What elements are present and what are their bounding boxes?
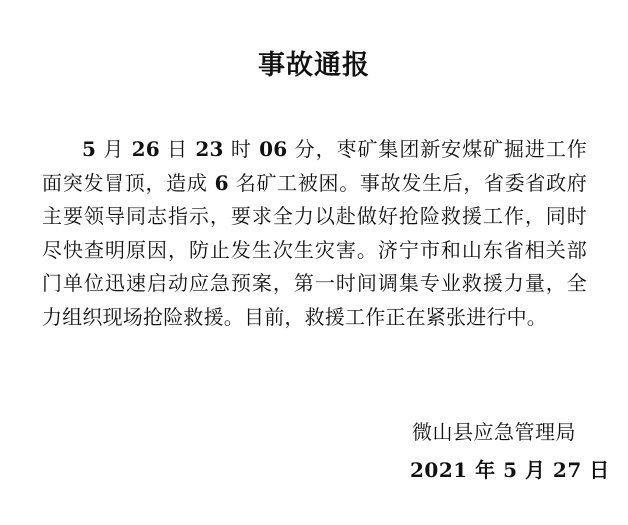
text-run: 时 — [223, 137, 260, 161]
text-run: 26 — [131, 137, 160, 161]
issue-date: 2021 年 5 月 27 日 — [410, 458, 610, 482]
text-run: 日 — [159, 137, 196, 161]
text-run: 06 — [259, 137, 288, 161]
document-body-paragraph — [42, 133, 587, 334]
text-run: 名矿工被困。事故发生后，省委省政府主要领导同志指示，要求全力以赴做好抢险救援工作，同时尽快查明原因，防止发生次生灾害。济宁市和山东省相关部门单位迅速启动应急预案，第一时间调集专业救援力量，全力组织现场抢险救援。目前，救援工作正在紧张进行中。 — [42, 170, 587, 329]
text-run: 23 — [195, 137, 224, 161]
text-run: 5 — [82, 137, 97, 161]
text-run: 月 — [96, 137, 132, 161]
text-run: 分，枣矿集团新安煤矿掘进工作面突发冒顶，造成 — [42, 137, 587, 195]
issuer-signature: 微山县应急管理局 — [412, 420, 576, 444]
document-title: 事故通报 — [258, 50, 370, 81]
text-run: 6 — [214, 170, 229, 195]
